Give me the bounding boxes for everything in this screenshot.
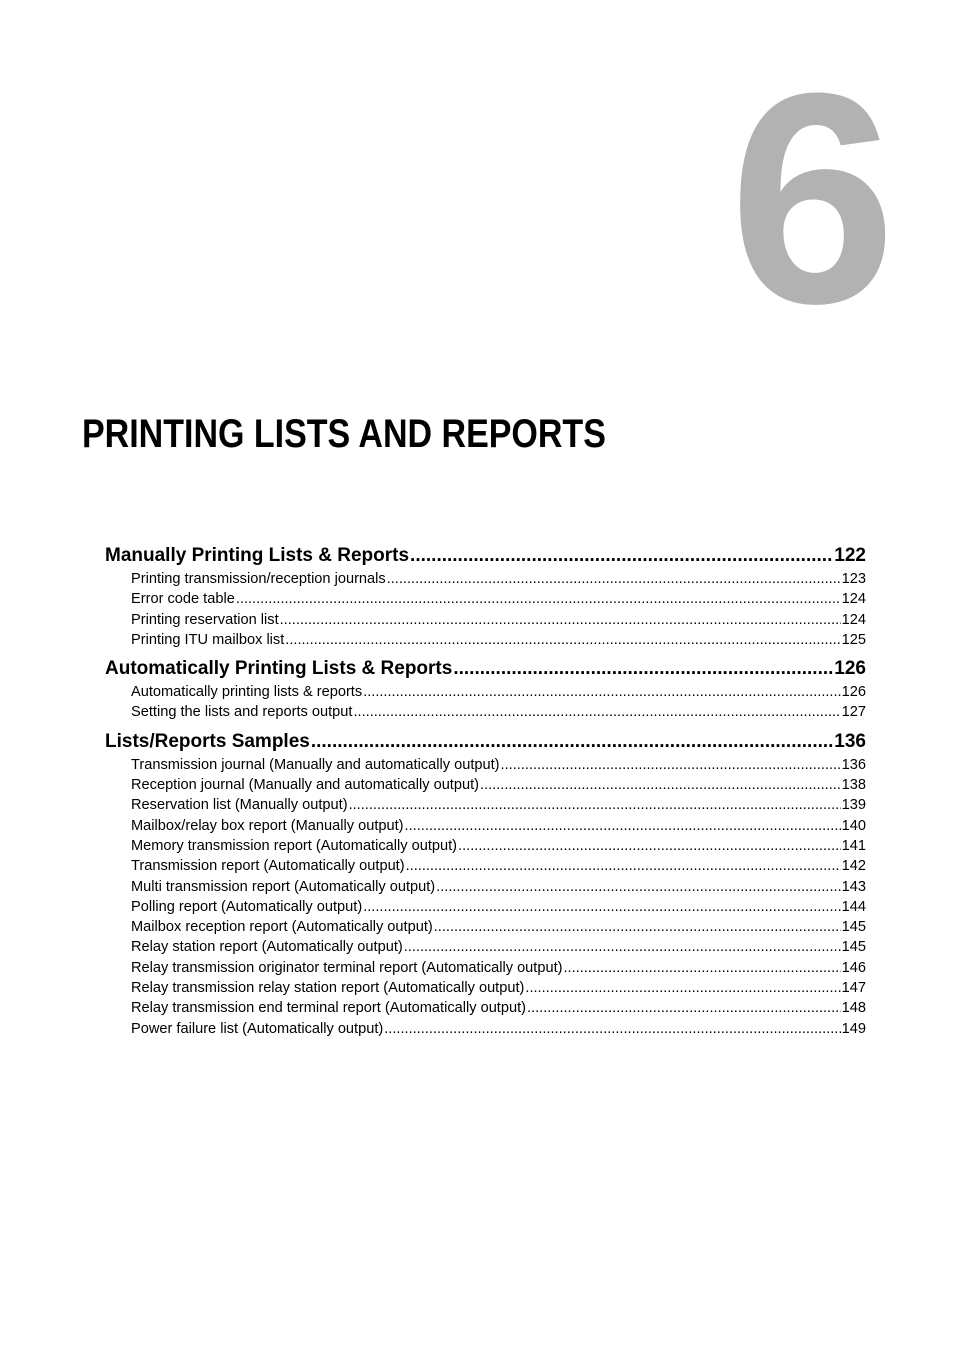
- toc-entry[interactable]: [105, 682, 866, 702]
- dot-leader: [527, 998, 841, 1018]
- toc-entry[interactable]: [105, 1019, 866, 1039]
- dot-leader: [353, 702, 840, 722]
- toc-entry-title: Mailbox/relay box report (Manually output): [131, 817, 404, 834]
- toc-entry[interactable]: [105, 589, 866, 609]
- toc-entry[interactable]: [105, 937, 866, 957]
- dot-leader: [384, 1019, 840, 1039]
- toc-section-title: Lists/Reports Samples: [105, 730, 310, 752]
- toc-page-number: 145: [841, 919, 866, 936]
- toc-section-heading[interactable]: [105, 656, 866, 682]
- toc-entry-title: Transmission report (Automatically output): [131, 858, 405, 875]
- toc-page-number: 143: [841, 878, 866, 895]
- dot-leader: [453, 656, 833, 682]
- toc-entry[interactable]: [105, 775, 866, 795]
- toc-entry-title: Reception journal (Manually and automatically output): [131, 777, 480, 794]
- dot-leader: [285, 630, 840, 650]
- toc-page-number: 136: [841, 756, 866, 773]
- dot-leader: [564, 958, 841, 978]
- toc-entry-title: Multi transmission report (Automatically output): [131, 878, 436, 895]
- toc-entry-title: Transmission journal (Manually and automatically output): [131, 756, 500, 773]
- toc-entry-title: Reservation list (Manually output): [131, 797, 348, 814]
- toc-page-number: 141: [841, 837, 866, 854]
- chapter-title: PRINTING LISTS AND REPORTS: [82, 412, 606, 456]
- dot-leader: [436, 877, 840, 897]
- toc-page-number: 127: [841, 704, 866, 721]
- toc-entry[interactable]: [105, 917, 866, 937]
- toc-entry[interactable]: [105, 630, 866, 650]
- toc-page-number: 148: [841, 1000, 866, 1017]
- toc-entry[interactable]: [105, 877, 866, 897]
- dot-leader: [387, 569, 841, 589]
- toc-entry-title: Printing reservation list: [131, 611, 279, 628]
- toc-section-title: Automatically Printing Lists & Reports: [105, 658, 453, 680]
- toc-page-number: 140: [841, 817, 866, 834]
- dot-leader: [501, 755, 841, 775]
- toc-entry[interactable]: [105, 897, 866, 917]
- toc-entry[interactable]: [105, 795, 866, 815]
- toc-entry[interactable]: [105, 816, 866, 836]
- toc-entry[interactable]: [105, 958, 866, 978]
- toc-page-number: 145: [841, 939, 866, 956]
- toc-page-number: 136: [834, 730, 866, 752]
- dot-leader: [311, 729, 833, 755]
- dot-leader: [363, 897, 840, 917]
- toc-entry-title: Relay transmission end terminal report (Automatically output): [131, 1000, 527, 1017]
- toc-entry[interactable]: [105, 569, 866, 589]
- dot-leader: [349, 795, 841, 815]
- toc-page-number: 123: [841, 571, 866, 587]
- dot-leader: [434, 917, 841, 937]
- toc-page-number: 142: [841, 858, 866, 875]
- toc-page-number: 124: [841, 591, 866, 608]
- toc-entry[interactable]: [105, 610, 866, 630]
- toc-entry-title: Memory transmission report (Automatically output): [131, 837, 458, 854]
- toc-entry-title: Relay station report (Automatically output): [131, 939, 403, 956]
- toc-page-number: 124: [841, 611, 866, 628]
- dot-leader: [525, 978, 840, 998]
- toc-page-number: 147: [841, 980, 866, 997]
- toc-entry-title: Relay transmission relay station report (Automatically output): [131, 980, 525, 997]
- toc-entry-title: Mailbox reception report (Automatically output): [131, 919, 433, 936]
- dot-leader: [236, 589, 841, 609]
- toc-section: [105, 656, 866, 723]
- chapter-number: 6: [729, 30, 896, 366]
- dot-leader: [404, 937, 841, 957]
- dot-leader: [363, 682, 840, 702]
- toc-entry-title: Power failure list (Automatically output): [131, 1020, 384, 1037]
- toc-section-heading[interactable]: [105, 729, 866, 755]
- toc-entry[interactable]: [105, 856, 866, 876]
- toc-page-number: 122: [834, 545, 866, 566]
- toc-entry[interactable]: [105, 836, 866, 856]
- toc-entry-title: Relay transmission originator terminal report (Automatically output): [131, 959, 563, 976]
- toc-entry[interactable]: [105, 978, 866, 998]
- table-of-contents: [105, 543, 866, 1045]
- toc-page-number: 144: [841, 898, 866, 915]
- toc-entry[interactable]: [105, 755, 866, 775]
- toc-section-title: Manually Printing Lists & Reports: [105, 545, 410, 566]
- dot-leader: [280, 610, 841, 630]
- dot-leader: [410, 543, 833, 569]
- dot-leader: [406, 856, 841, 876]
- dot-leader: [480, 775, 841, 795]
- toc-entry-title: Polling report (Automatically output): [131, 898, 363, 915]
- toc-entry[interactable]: [105, 998, 866, 1018]
- toc-entry[interactable]: [105, 702, 866, 722]
- toc-section: [105, 543, 866, 650]
- toc-page-number: 126: [834, 658, 866, 680]
- toc-page-number: 146: [841, 959, 866, 976]
- toc-section: [105, 729, 866, 1039]
- toc-entry-title: Error code table: [131, 591, 235, 608]
- toc-page-number: 125: [841, 631, 866, 648]
- toc-entry-title: Printing transmission/reception journals: [131, 571, 386, 587]
- toc-page-number: 126: [841, 684, 866, 701]
- dot-leader: [405, 816, 841, 836]
- toc-page-number: 139: [841, 797, 866, 814]
- toc-page-number: 138: [841, 777, 866, 794]
- toc-section-heading[interactable]: [105, 543, 866, 569]
- dot-leader: [458, 836, 841, 856]
- toc-entry-title: Setting the lists and reports output: [131, 704, 353, 721]
- toc-entry-title: Printing ITU mailbox list: [131, 631, 285, 648]
- toc-entry-title: Automatically printing lists & reports: [131, 684, 363, 701]
- toc-page-number: 149: [841, 1020, 866, 1037]
